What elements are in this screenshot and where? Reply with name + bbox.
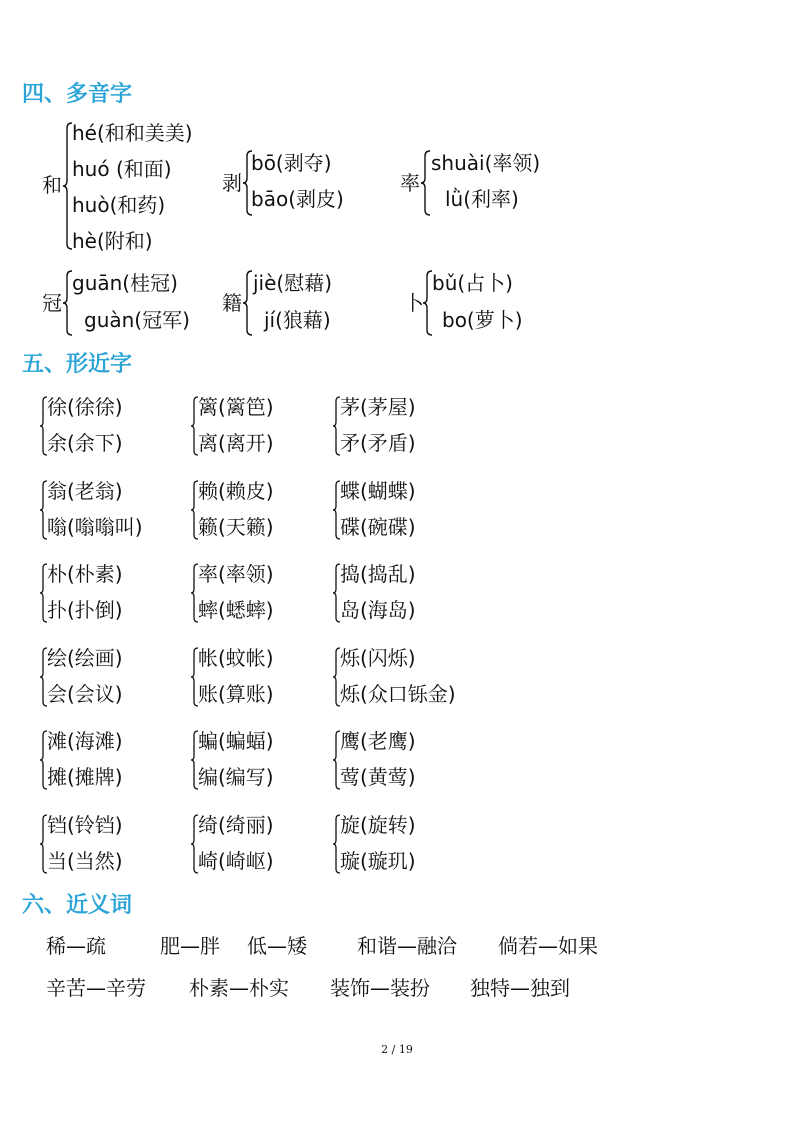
similar-char-entry: 烁(闪烁)	[340, 645, 416, 670]
similar-char-entry: 账(算账)	[198, 681, 274, 706]
reading: guān(桂冠)	[72, 271, 178, 295]
reading: guàn(冠军)	[84, 308, 190, 332]
similar-char-entry: 茅(茅屋)	[340, 395, 416, 419]
similar-char-entry: 翁(老翁)	[47, 478, 123, 503]
similar-char-entry: 碟(碗碟)	[340, 514, 416, 539]
similar-char-entry: 蝶(蝴蝶)	[340, 478, 416, 503]
reading: bǔ(占卜)	[432, 271, 513, 295]
similar-char-entry: 摊(摊牌)	[47, 765, 123, 789]
similar-char-entry: 绮(绮丽)	[198, 812, 274, 837]
similar-char-entry: 率(率领)	[198, 562, 274, 586]
section-title-polyphone: 四、多音字	[22, 82, 133, 107]
similar-char-entry: 徐(徐徐)	[47, 395, 123, 419]
similar-char-entry: 赖(赖皮)	[198, 478, 274, 503]
polyphone-char: 和	[42, 173, 62, 197]
synonym-pair: 倘若—如果	[498, 934, 598, 958]
similar-char-entry: 籁(天籁)	[198, 514, 274, 539]
polyphone-char: 卜	[404, 291, 424, 315]
similar-char-entry: 当(当然)	[47, 848, 123, 873]
synonym-pair: 低—矮	[247, 934, 307, 958]
section-title-similar: 五、形近字	[22, 352, 133, 377]
reading: huò(和药)	[72, 193, 166, 217]
similar-char-entry: 烁(众口铄金)	[340, 681, 456, 706]
synonym-pair: 朴素—朴实	[189, 976, 289, 1000]
synonym-pair: 肥—胖	[160, 934, 220, 958]
polyphone-char: 率	[400, 171, 420, 195]
similar-char-entry: 绘(绘画)	[47, 645, 123, 670]
similar-char-entry: 蟀(蟋蟀)	[198, 598, 274, 622]
similar-char-entry: 余(余下)	[47, 431, 123, 455]
reading: lǜ(利率)	[445, 187, 519, 211]
reading: hè(附和)	[72, 229, 153, 253]
polyphone-char: 籍	[222, 291, 242, 315]
synonym-pair: 辛苦—辛劳	[46, 976, 146, 1000]
brace-icon	[243, 270, 253, 336]
polyphone-char: 剥	[222, 171, 242, 195]
similar-char-entry: 帐(蚊帐)	[198, 645, 274, 670]
reading: jí(狼藉)	[264, 308, 331, 332]
brace-icon	[421, 150, 431, 216]
reading: bāo(剥皮)	[251, 187, 344, 211]
synonym-pair: 装饰—装扮	[330, 976, 430, 1000]
synonym-pair: 独特—独到	[470, 976, 570, 1000]
similar-char-entry: 矛(矛盾)	[340, 431, 416, 455]
synonym-pair: 稀—疏	[46, 934, 106, 958]
synonym-pair: 和谐—融洽	[357, 934, 457, 958]
similar-char-entry: 蝙(蝙蝠)	[198, 729, 274, 753]
similar-char-entry: 朴(朴素)	[47, 562, 123, 586]
similar-char-entry: 嗡(嗡嗡叫)	[47, 514, 143, 539]
polyphone-char: 冠	[42, 291, 62, 315]
reading: bo(萝卜)	[442, 308, 523, 332]
similar-char-entry: 滩(海滩)	[47, 729, 123, 753]
similar-char-entry: 旋(旋转)	[340, 812, 416, 837]
similar-char-entry: 岛(海岛)	[340, 598, 416, 622]
similar-char-entry: 扑(扑倒)	[47, 598, 123, 622]
reading: jiè(慰藉)	[253, 271, 333, 295]
similar-char-entry: 崎(崎岖)	[198, 848, 274, 873]
page-number: 2 / 19	[381, 1043, 413, 1056]
similar-char-entry: 莺(黄莺)	[340, 765, 416, 789]
similar-char-entry: 篱(篱笆)	[198, 395, 274, 419]
similar-char-entry: 编(编写)	[198, 765, 274, 789]
reading: huó (和面)	[72, 157, 172, 181]
reading: bō(剥夺)	[251, 151, 332, 175]
similar-char-entry: 会(会议)	[47, 681, 123, 706]
reading: shuài(率领)	[431, 151, 541, 175]
similar-char-entry: 璇(璇玑)	[340, 848, 416, 873]
section-title-synonyms: 六、近义词	[22, 893, 133, 918]
similar-char-entry: 捣(捣乱)	[340, 562, 416, 586]
similar-char-entry: 离(离开)	[198, 431, 274, 455]
similar-char-entry: 鹰(老鹰)	[340, 729, 416, 753]
similar-char-entry: 铛(铃铛)	[47, 812, 123, 837]
reading: hé(和和美美)	[72, 121, 193, 145]
